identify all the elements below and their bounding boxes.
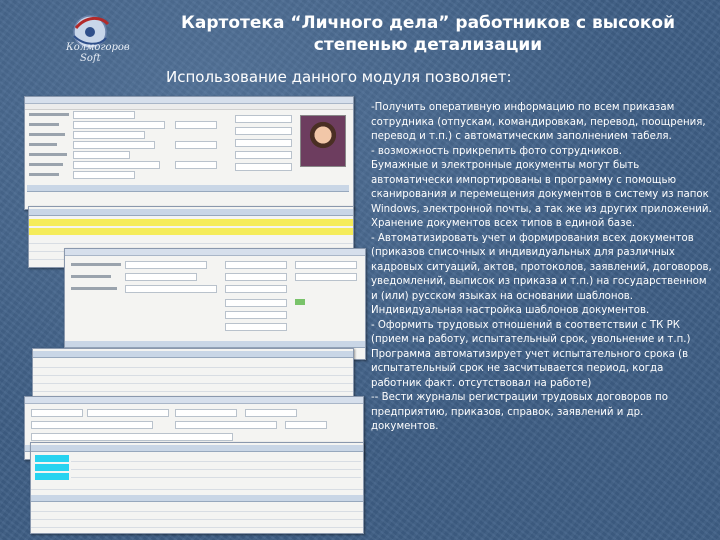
register-window bbox=[30, 442, 364, 534]
paragraph-documents: Бумажные и электронные документы могут быть автоматически импортированы в программу с помощью сканирования и перемещения документов в систему из папок Windows, электронной почты, а так же из других приложений. Хранение документов всех типов в единой базе. bbox=[371, 160, 712, 229]
logo-line-1: Колмогоров bbox=[66, 42, 130, 53]
employee-photo bbox=[300, 115, 346, 167]
paragraph-photo: - возможность прикрепить фото сотрудников. bbox=[371, 145, 622, 157]
feature-description bbox=[371, 101, 713, 435]
slide-title: Картотека “Личного дела” работников с высокой степенью детализации bbox=[180, 13, 676, 55]
paragraph-templates: - Автоматизировать учет и формирования всех документов (приказов списочных и индивидуальных для различных кадровых ситуаций, актов, протоколов, заявлений, договоров, уведомлений, выписок из приказа и т.п.) на государственном и (или) русском языках на основании шаблонов. Индивидуальная настройка шаблонов документов. bbox=[371, 232, 712, 316]
paragraph-labor-relations: - Оформить трудовых отношений в соответствии с ТК РК (прием на работу, испытательный срок, увольнение и т.п.) Программа автоматизирует учет испытательного срока (в испытательный срок не засчитывается период, когда работник факт. отсутствовал на работе) bbox=[371, 319, 691, 389]
paragraph-orders: -Получить оперативную информацию по всем приказам сотрудника (отпускам, командировкам, перевод, поощрения, перевод и т.п.) с автоматическим заполнением табеля. bbox=[371, 102, 706, 142]
order-form-window bbox=[64, 248, 366, 360]
logo-text bbox=[66, 42, 130, 64]
screenshot-collage bbox=[24, 96, 366, 532]
paragraph-journals: -- Вести журналы регистрации трудовых договоров по предприятию, приказов, справок, заявлений и др. документов. bbox=[371, 392, 668, 432]
slide-subtitle: Использование данного модуля позволяет: bbox=[166, 68, 512, 86]
employee-card-window bbox=[24, 96, 354, 210]
logo-line-2: Soft bbox=[80, 53, 101, 64]
